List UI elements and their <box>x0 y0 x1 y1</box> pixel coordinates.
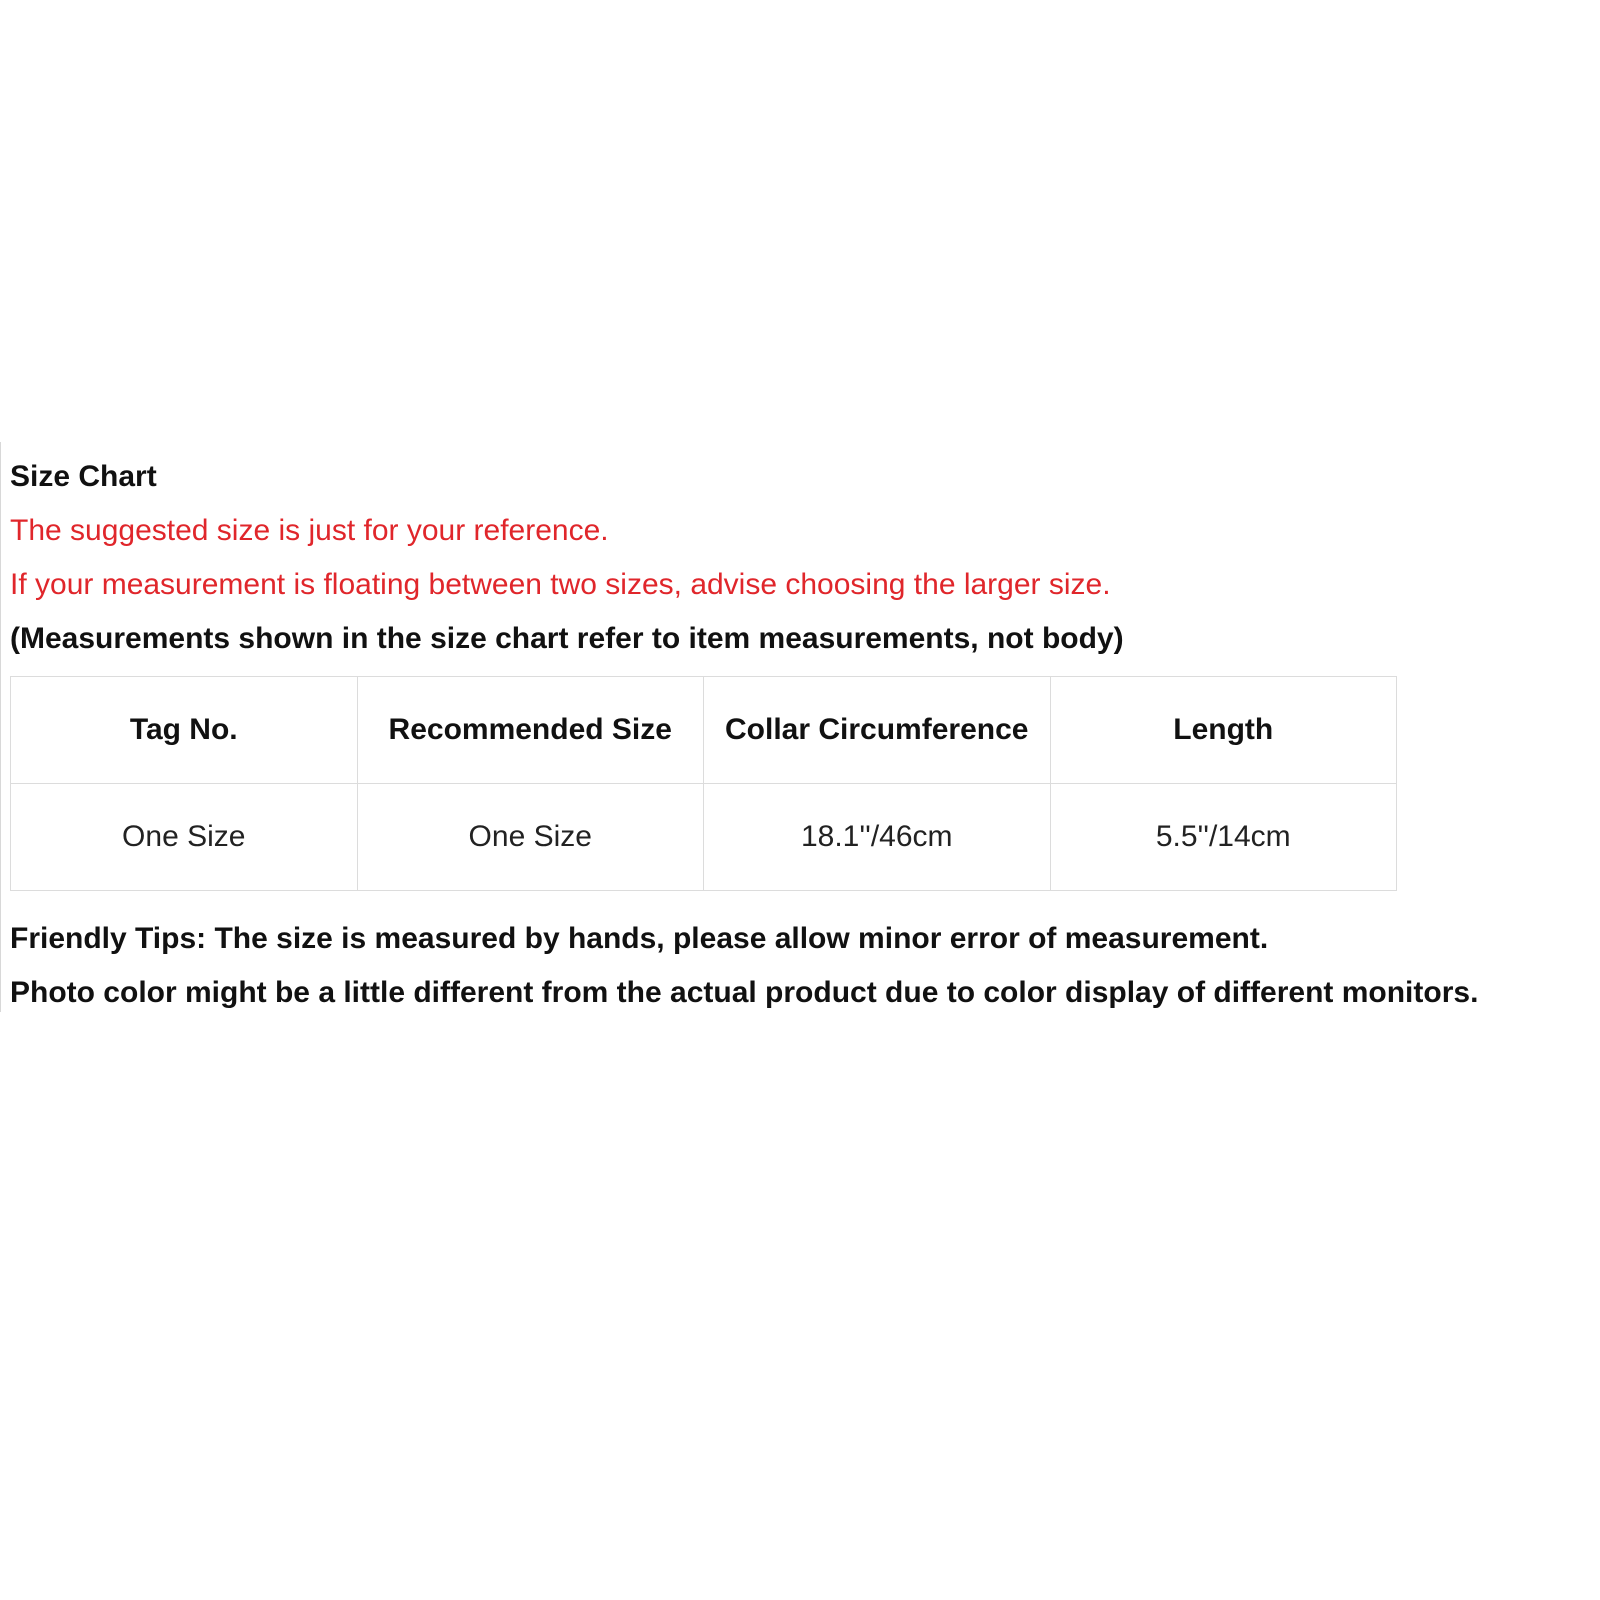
header-length: Length <box>1050 677 1397 784</box>
size-table <box>10 676 1397 891</box>
size-chart-title: Size Chart <box>10 460 157 493</box>
measurements-note: (Measurements shown in the size chart refer to item measurements, not body) <box>10 622 1124 655</box>
size-chart-panel <box>0 442 1600 1012</box>
table-row <box>11 784 1397 891</box>
table-header-row <box>11 677 1397 784</box>
cell-recommended-size: One Size <box>357 784 704 891</box>
cell-collar-circumference: 18.1''/46cm <box>704 784 1051 891</box>
header-tag-no: Tag No. <box>11 677 358 784</box>
reference-note: The suggested size is just for your reference. <box>10 514 609 547</box>
color-disclaimer: Photo color might be a little different from the actual product due to color display of different monitors. <box>10 976 1479 1009</box>
floating-size-note: If your measurement is floating between two sizes, advise choosing the larger size. <box>10 568 1111 601</box>
cell-length: 5.5''/14cm <box>1050 784 1397 891</box>
cell-tag-no: One Size <box>11 784 358 891</box>
header-collar-circumference: Collar Circumference <box>704 677 1051 784</box>
header-recommended-size: Recommended Size <box>357 677 704 784</box>
friendly-tips: Friendly Tips: The size is measured by hands, please allow minor error of measurement. <box>10 922 1269 955</box>
